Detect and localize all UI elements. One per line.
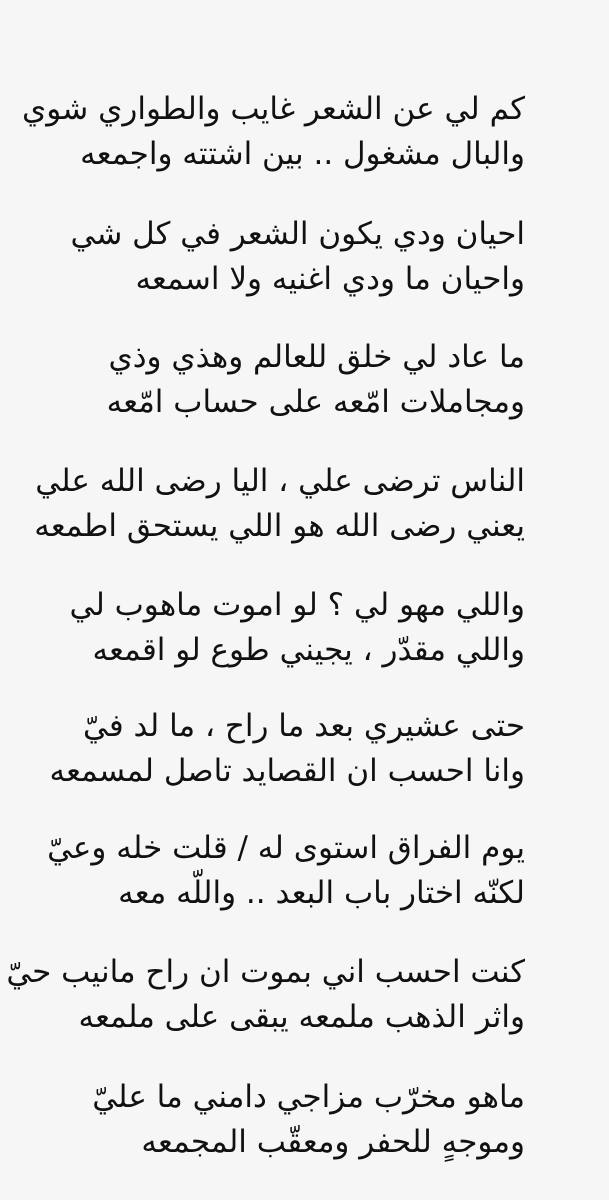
- stanza-1-line-2: والبال مشغول .. بين اشتته واجمعه: [80, 136, 525, 172]
- stanza-4: [34, 459, 525, 549]
- stanza-4-line-1: الناس ترضى علي ، اليا رضى الله علي: [35, 463, 525, 499]
- stanza-9-line-1: ماهو مخرّب مزاجي دامني ما عليّ: [92, 1079, 525, 1115]
- stanza-1: [22, 87, 525, 177]
- stanza-9-line-2: وموجهٍ للحفر ومعقّب المجمعه: [141, 1124, 525, 1160]
- stanza-8-line-2: واثر الذهب ملمعه يبقى على ملمعه: [78, 999, 525, 1035]
- stanza-6: [49, 704, 525, 794]
- stanza-9: [55, 1075, 525, 1165]
- stanza-8-line-1: كنت احسب اني بموت ان راح مانيب حيّ: [6, 954, 525, 990]
- stanza-5: [55, 583, 525, 673]
- stanza-7-line-2: لكنّه اختار باب البعد .. واللّه معه: [118, 875, 525, 911]
- stanza-5-line-1: واللي مهو لي ؟ لو اموت ماهوب لي: [69, 587, 525, 623]
- stanza-2: [55, 212, 525, 302]
- stanza-4-line-2: يعني رضى الله هو اللي يستحق اطمعه: [34, 508, 525, 544]
- stanza-7: [47, 826, 525, 916]
- stanza-6-line-2: وانا احسب ان القصايد تاصل لمسمعه: [49, 753, 525, 789]
- stanza-1-line-1: كم لي عن الشعر غايب والطواري شوي: [22, 91, 525, 127]
- stanza-3-line-1: ما عاد لي خلق للعالم وهذي وذي: [108, 339, 525, 375]
- stanza-8: [6, 950, 525, 1040]
- stanza-7-line-1: يوم الفراق استوى له / قلت خله وعيّ: [47, 830, 525, 866]
- stanza-6-line-1: حتى عشيري بعد ما راح ، ما لد فيّ: [83, 708, 525, 744]
- stanza-2-line-2: واحيان ما ودي اغنيه ولا اسمعه: [135, 261, 525, 297]
- stanza-3-line-2: ومجاملات امّعه على حساب امّعه: [106, 384, 525, 420]
- stanza-5-line-2: واللي مقدّر ، يجيني طوع لو اقمعه: [92, 632, 525, 668]
- stanza-2-line-1: احيان ودي يكون الشعر في كل شي: [70, 216, 525, 252]
- stanza-3: [55, 335, 525, 425]
